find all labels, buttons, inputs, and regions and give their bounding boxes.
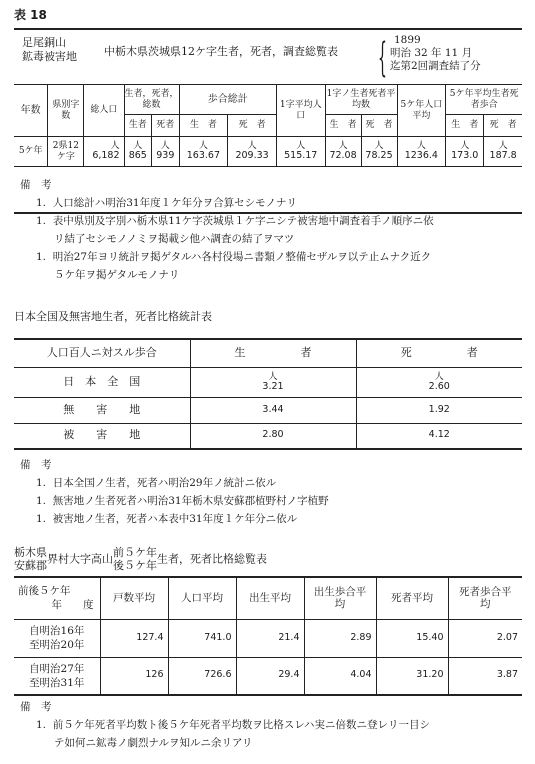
row-label: 被 害 地 xyxy=(63,428,141,442)
th-kosu: 戸数平均 xyxy=(100,577,168,619)
caption-line: 足尾銅山 xyxy=(22,36,66,49)
unit-label: 人 xyxy=(434,371,444,382)
note-text: 被害地ノ生者，死者ハ本表中31年度１ケ年分ニ依ル xyxy=(52,513,298,525)
th-corner xyxy=(14,577,100,619)
notes-title: 備 考 xyxy=(20,701,52,713)
brace-icon: { xyxy=(378,35,387,81)
note-mark: 1. xyxy=(36,197,47,209)
table-row xyxy=(14,367,522,397)
notes-title: 備 考 xyxy=(20,179,52,191)
table-cell: 4.04 xyxy=(304,657,376,695)
table-row xyxy=(14,619,522,657)
table-cell: 209.33 xyxy=(235,150,269,162)
th-shi: 死 者 xyxy=(361,115,397,137)
caption-line: 後５ケ年 xyxy=(113,559,157,572)
unit-label: 人 xyxy=(110,141,120,152)
caption-status: 迄第2回調査結了分 xyxy=(390,60,481,72)
note-mark: 1. xyxy=(36,477,47,489)
caption-mid: 界村大字高山 xyxy=(47,552,113,566)
table-cell: 726.6 xyxy=(168,657,236,695)
th-gokanen-heikin: 5ケ年人口平均 xyxy=(397,85,446,137)
table-row xyxy=(14,423,522,449)
table-cell: 31.20 xyxy=(376,657,448,695)
note-mark: 1. xyxy=(36,215,47,227)
note-item xyxy=(20,492,520,510)
note-mark: 1. xyxy=(36,495,47,507)
unit-label: 人 xyxy=(374,141,384,152)
table-cell: 2.07 xyxy=(448,619,522,657)
th-sei: 生 者 xyxy=(446,115,484,137)
caption-line: 前５ケ年 xyxy=(113,546,157,559)
table-row xyxy=(14,397,522,423)
th-shisha: 死者平均 xyxy=(376,577,448,619)
table2-notes xyxy=(20,456,520,528)
td-nensu: 5ケ年 xyxy=(14,137,48,167)
table-cell: 515.17 xyxy=(284,150,318,162)
th-kenbetsu: 県別字数 xyxy=(48,85,84,137)
note-mark: 1. xyxy=(36,251,47,263)
table3-notes xyxy=(20,698,525,752)
table-cell: 741.0 xyxy=(168,619,236,657)
caption-line: 鉱毒被害地 xyxy=(22,50,77,63)
table-cell: 187.8 xyxy=(489,150,517,162)
unit-label: 人 xyxy=(268,371,278,382)
corner-bottom: 年 度 xyxy=(51,599,94,612)
th-sei: 生 者 xyxy=(190,339,356,367)
period-from: 自明治16年 xyxy=(29,625,85,637)
table1 xyxy=(14,84,522,167)
table-cell: 21.4 xyxy=(236,619,304,657)
note-item xyxy=(20,248,520,266)
unit-label: 人 xyxy=(338,141,348,152)
unit-label: 人 xyxy=(416,141,426,152)
table-cell: 127.4 xyxy=(100,619,168,657)
th-shisha-buai: 死者歩合平 均 xyxy=(448,577,522,619)
table-cell: 78.25 xyxy=(365,150,393,162)
row-period xyxy=(14,619,100,657)
table3 xyxy=(14,576,533,696)
th-nensu: 年数 xyxy=(14,85,48,137)
th-sojinko: 総人口 xyxy=(84,85,124,137)
table-cell: 3.44 xyxy=(190,397,356,423)
table-cell: 1236.4 xyxy=(404,150,438,162)
notes-title: 備 考 xyxy=(20,459,52,471)
table2-title: 日本全国及無害地生者，死者比格統計表 xyxy=(14,310,212,323)
unit-label: 人 xyxy=(498,141,508,152)
caption-date: 明治 32 年 11 月 xyxy=(390,47,473,59)
table3-caption xyxy=(14,546,267,572)
note-mark: 1. xyxy=(36,513,47,525)
th-shussei-buai: 出生歩合平 均 xyxy=(304,577,376,619)
th-shi: 死 者 xyxy=(356,339,522,367)
table1-caption-right xyxy=(390,34,520,73)
row-period xyxy=(14,657,100,695)
th-jinko: 人口平均 xyxy=(168,577,236,619)
th-gokanen-buai: 5ケ年平均生者死者歩合 xyxy=(446,85,522,115)
caption-line: 栃木県 xyxy=(14,546,47,559)
table-cell: 29.4 xyxy=(236,657,304,695)
table-cell: 72.08 xyxy=(329,150,357,162)
th-shussei: 出生平均 xyxy=(236,577,304,619)
unit-label: 人 xyxy=(460,141,470,152)
caption-line: 安蘇郡 xyxy=(14,559,47,572)
table-cell: 15.40 xyxy=(376,619,448,657)
th-shi: 死 者 xyxy=(228,115,277,137)
note-item xyxy=(20,212,520,230)
table-cell: 3.87 xyxy=(448,657,522,695)
note-text: 無害地ノ生者死者ハ明治31年栃木県安蘇郡植野村ノ字植野 xyxy=(52,495,329,507)
unit-label: 人 xyxy=(133,141,143,152)
table1-notes xyxy=(20,176,520,284)
table2 xyxy=(14,338,522,450)
table-cell: 1.92 xyxy=(356,397,522,423)
unit-label: 人 xyxy=(247,141,257,152)
page-label: 表 18 xyxy=(14,8,47,22)
th-shija: 死者 xyxy=(152,115,180,137)
table-cell: 2.60 xyxy=(428,380,450,392)
td-kenbetsu: 2県12ケ字 xyxy=(48,137,84,167)
table-cell: 173.0 xyxy=(451,150,479,162)
th-shi: 死 者 xyxy=(484,115,522,137)
unit-label: 人 xyxy=(296,141,306,152)
table-row xyxy=(14,137,522,167)
table-cell: 4.12 xyxy=(356,423,522,449)
period-to: 至明治31年 xyxy=(29,676,85,689)
th-seishi-sosu: 生者，死者，総数 xyxy=(124,85,179,115)
caption-left xyxy=(14,546,47,572)
note-continuation: ５ケ年ヲ掲ゲタルモノナリ xyxy=(54,269,180,281)
table-cell: 2.89 xyxy=(304,619,376,657)
note-text: 表中県別及字別ハ栃木県11ケ字茨城県１ケ字ニシテ被害地中調査着手ノ順序ニ依 xyxy=(52,215,434,227)
th-buai-sokei: 歩合総計 xyxy=(179,85,276,115)
note-text: 人口総計ハ明治31年度１ケ年分ヲ合算セシモノナリ xyxy=(52,197,297,209)
unit-label: 人 xyxy=(198,141,208,152)
table-cell: 939 xyxy=(156,150,175,162)
note-text: 日本全国ノ生者，死者ハ明治29年ノ統計ニ依ル xyxy=(52,477,277,489)
note-continuation: リ結了セシモノノミヲ掲載シ他ハ調査の結了ヲマツ xyxy=(54,233,295,245)
th-seija: 生者 xyxy=(124,115,152,137)
table-cell: 126 xyxy=(100,657,168,695)
note-item xyxy=(20,474,520,492)
table-row xyxy=(14,657,522,695)
th-buai: 人口百人ニ対スル歩合 xyxy=(46,345,157,359)
table1-caption-left xyxy=(22,36,77,64)
th-sei: 生 者 xyxy=(179,115,228,137)
note-continuation: テ如何ニ鉱毒ノ劇烈ナルヲ知ルニ余リアリ xyxy=(54,737,253,749)
note-item xyxy=(20,716,525,734)
corner-top: 前後５ケ年 xyxy=(18,585,71,598)
period-to: 至明治20年 xyxy=(29,639,85,651)
table1-caption-main: 中栃木県茨城県12ケ字生者，死者，調査総覧表 xyxy=(104,45,338,58)
period-from: 自明治27年 xyxy=(29,662,85,675)
th-sei: 生 者 xyxy=(325,115,361,137)
table-cell: 163.67 xyxy=(186,150,221,162)
th-ichiji-heikin: 1字平均人口 xyxy=(276,85,325,137)
caption-year: 1899 xyxy=(394,34,421,46)
row-label: 無 害 地 xyxy=(63,402,141,416)
table-cell: 865 xyxy=(128,150,147,162)
caption-stack xyxy=(113,546,157,572)
table-cell: 3.21 xyxy=(262,380,284,392)
note-item xyxy=(20,194,520,212)
note-mark: 1. xyxy=(36,719,47,731)
table-cell: 2.80 xyxy=(190,423,356,449)
th-ichiji-seishi: 1字ノ生者死者平均数 xyxy=(325,85,397,115)
unit-label: 人 xyxy=(160,141,170,152)
note-text: 明治27年ヨリ統計ヲ掲ゲタルハ各村役場ニ書類ノ整備セザルヲ以テ止ムナク近ク xyxy=(52,251,432,263)
note-item xyxy=(20,510,520,528)
caption-tail: 生者，死者比格総覧表 xyxy=(157,552,267,566)
table-cell: 6,182 xyxy=(92,150,120,162)
row-label: 日 本 全 国 xyxy=(63,374,141,388)
note-text: 前５ケ年死者平均数ト後５ケ年死者平均数ヲ比格スレハ実ニ倍数ニ登レリ一目シ xyxy=(52,719,430,731)
